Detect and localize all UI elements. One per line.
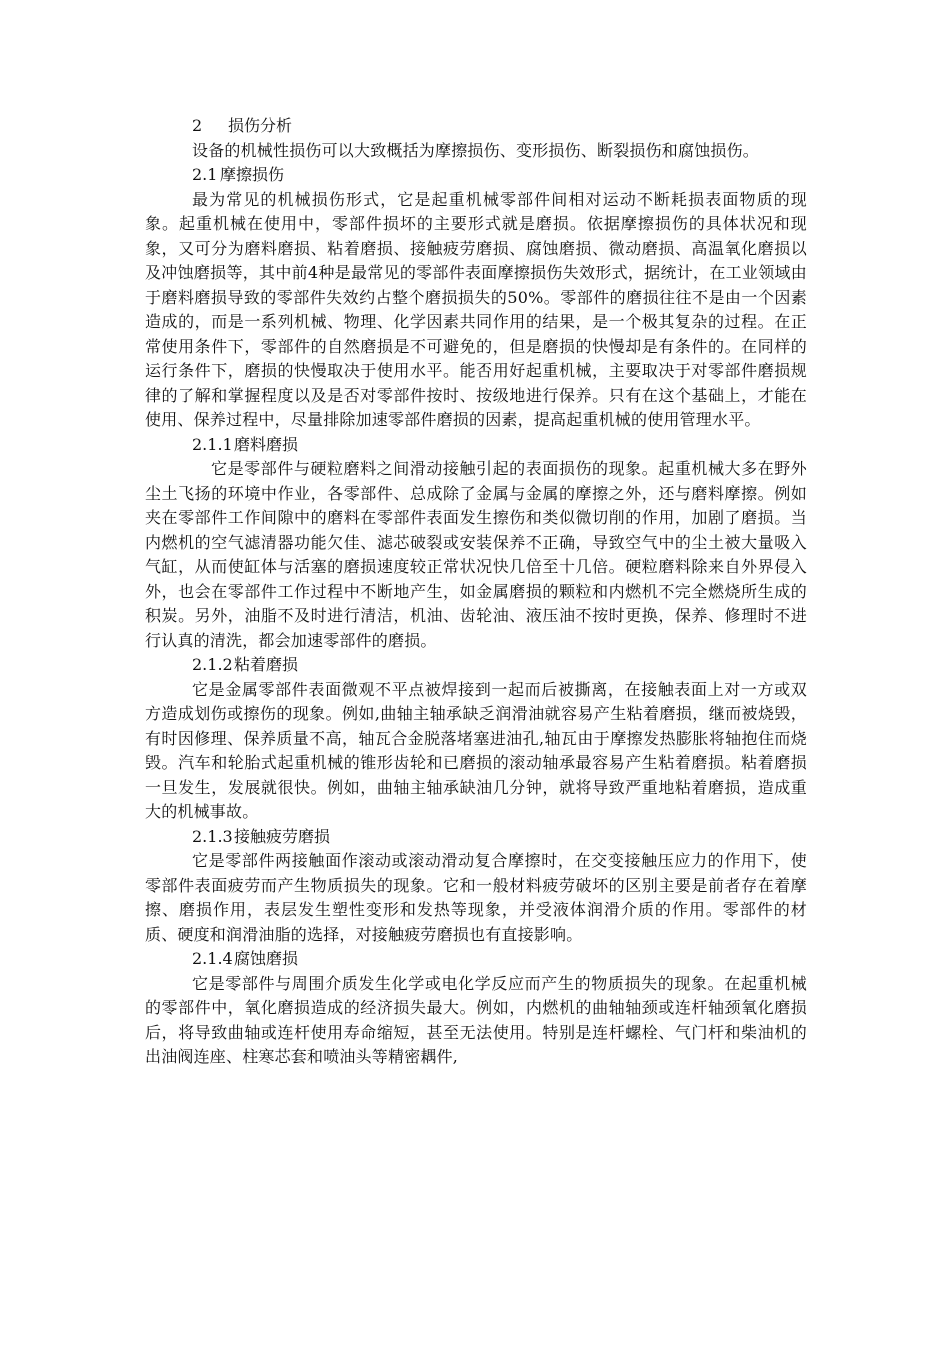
subsubsection-number: 2.1.1 [192,434,233,454]
subsubsection-heading [145,825,807,850]
subsubsection-title: 接触疲劳磨损 [234,826,331,846]
paragraph: 它是金属零部件表面微观不平点被焊接到一起而后被撕离，在接触表面上对一方或双方造成划伤或擦伤的现象。例如,曲轴主轴承缺乏润滑油就容易产生粘着磨损，继而被烧毁，有时因修理、保养质量不高，轴瓦合金脱落堵塞进油孔,轴瓦由于摩擦发热膨胀将轴抱住而烧毁。汽车和轮胎式起重机械的锥形齿轮和已磨损的滚动轴承最容易产生粘着磨损。粘着磨损一旦发生，发展就很快。例如，曲轴主轴承缺油几分钟，就将导致严重地粘着磨损，造成重大的机械事故。 [145,679,807,821]
section-heading [145,114,807,139]
paragraph: 它是零部件两接触面作滚动或滚动滑动复合摩擦时，在交变接触压应力的作用下，使零部件表面疲劳而产生物质损失的现象。它和一般材料疲劳破坏的区别主要是前者存在着摩擦、磨损作用，表层发生塑性变形和发热等现象，并受液体润滑介质的作用。零部件的材质、硬度和润滑油脂的选择，对接触疲劳磨损也有直接影响。 [145,851,807,944]
subsubsection-title: 腐蚀磨损 [234,949,299,968]
section-title: 损伤分析 [228,116,293,135]
paragraph: 设备的机械性损伤可以大致概括为摩擦损伤、变形损伤、断裂损伤和腐蚀损伤。 [192,140,760,160]
subsubsection-title: 磨料磨损 [234,434,299,454]
subsubsection-title: 粘着磨损 [234,655,299,674]
subsection-heading [145,163,807,188]
subsection-number: 2.1 [192,165,218,184]
subsection-title: 摩擦损伤 [220,165,285,184]
subsubsection-heading [145,947,807,972]
paragraph: 它是零部件与硬粒磨料之间滑动接触引起的表面损伤的现象。起重机械大多在野外尘土飞扬的环境中作业，各零部件、总成除了金属与金属的摩擦之外，还与磨料摩擦。例如夹在零部件工作间隙中的磨料在零部件表面发生擦伤和类似微切削的作用，加剧了磨损。当内燃机的空气滤清器功能欠佳、滤芯破裂或安装保养不正确，导致空气中的尘土被大量吸入气缸，从而使缸体与活塞的磨损速度较正常状况快几倍至十几倍。硬粒磨料除来自外界侵入外，也会在零部件工作过程中不断地产生，如金属磨损的颗粒和内燃机不完全燃烧所生成的积炭。另外，油脂不及时进行清洁，机油、齿轮油、液压油不按时更换，保养、修理时不进行认真的清洗，都会加速零部件的磨损。 [145,459,807,650]
paragraph: 最为常见的机械损伤形式，它是起重机械零部件间相对运动不断耗损表面物质的现象。起重机械在使用中，零部件损坏的主要形式就是磨损。依据摩擦损伤的具体状况和现象，又可分为磨料磨损、粘着磨损、接触疲劳磨损、腐蚀磨损、微动磨损、高温氧化磨损以及冲蚀磨损等，其中前4种是最常见的零部件表面摩擦损伤失效形式，据统计，在工业领域由于磨料磨损导致的零部件失效约占整个磨损损失的50%。零部件的磨损往往不是由一个因素造成的，而是一系列机械、物理、化学因素共同作用的结果，是一个极其复杂的过程。在正常使用条件下，零部件的自然磨损是不可避免的，但是磨损的快慢却是有条件的。在同样的运行条件下，磨损的快慢取决于使用水平。能否用好起重机械，主要取决于对零部件磨损规律的了解和掌握程度以及是否对零部件按时、按级地进行保养。只有在这个基础上，才能在使用、保养过程中，尽量排除加速零部件磨损的因素，提高起重机械的使用管理水平。 [145,189,807,429]
subsubsection-number: 2.1.2 [192,655,233,674]
paragraph: 它是零部件与周围介质发生化学或电化学反应而产生的物质损失的现象。在起重机械的零部件中，氧化磨损造成的经济损失最大。例如，内燃机的曲轴轴颈或连杆轴颈氧化磨损后，将导致曲轴或连杆使用寿命缩短，甚至无法使用。特别是连杆螺栓、气门杆和柴油机的出油阀连座、柱寒芯套和喷油头等精密耦件, [145,973,807,1066]
subsubsection-heading [145,653,807,678]
subsubsection-number: 2.1.4 [192,949,233,968]
subsubsection-number: 2.1.3 [192,826,233,846]
subsubsection-heading [145,433,807,458]
section-number: 2 [192,116,203,135]
document-page [145,114,807,1314]
